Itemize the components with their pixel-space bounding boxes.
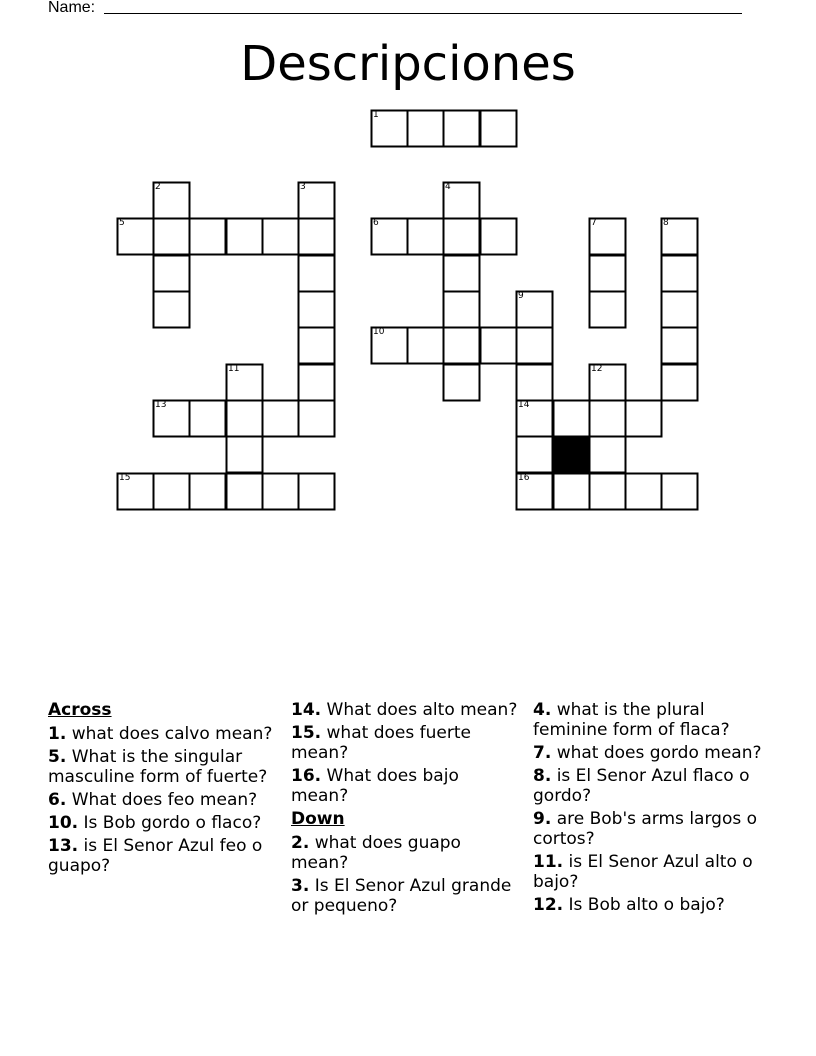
crossword-cell[interactable] — [553, 400, 590, 437]
crossword-cell[interactable] — [153, 291, 190, 328]
crossword-cell[interactable] — [589, 255, 626, 292]
clue-text: What does alto mean? — [326, 700, 518, 720]
clue-text: what does calvo mean? — [71, 724, 273, 744]
clue-number: 1 — [373, 110, 379, 120]
clue-number-label: 4. — [533, 700, 552, 720]
clue-number: 6 — [373, 218, 379, 228]
crossword-cell[interactable] — [625, 400, 662, 437]
clue-number-label: 10. — [48, 813, 79, 833]
clue-number-label: 13. — [48, 836, 79, 856]
crossword-cell[interactable] — [553, 473, 590, 510]
crossword-cell[interactable] — [407, 327, 444, 364]
crossword-cell[interactable] — [298, 327, 335, 364]
page-title: Descripciones — [240, 36, 576, 92]
crossword-cell[interactable] — [153, 400, 190, 437]
crossword-cell[interactable] — [589, 400, 626, 437]
clue-number-label: 5. — [48, 747, 67, 767]
clue-text: what does guapo mean? — [291, 833, 461, 873]
crossword-cell[interactable] — [226, 364, 263, 401]
clue-column-2 — [291, 700, 521, 919]
clue — [48, 724, 278, 744]
crossword-cell[interactable] — [117, 218, 154, 255]
crossword-cell[interactable] — [443, 182, 480, 219]
clue-text: Is El Senor Azul grande or pequeno? — [291, 876, 512, 916]
clue — [48, 790, 278, 810]
clue-text: Is Bob gordo o flaco? — [83, 813, 262, 833]
clue — [533, 766, 763, 806]
clue-number-label: 12. — [533, 895, 564, 915]
crossword-cell[interactable] — [226, 436, 263, 473]
crossword-cell[interactable] — [516, 473, 553, 510]
crossword-cell[interactable] — [589, 436, 626, 473]
crossword-cell[interactable] — [516, 436, 553, 473]
crossword-cell[interactable] — [298, 473, 335, 510]
clue-number: 4 — [445, 182, 451, 192]
name-label: Name: — [48, 0, 96, 16]
clue — [291, 723, 521, 763]
clue-number: 11 — [228, 364, 240, 374]
clue-number-label: 8. — [533, 766, 552, 786]
crossword-cell[interactable] — [226, 400, 263, 437]
clue-number: 16 — [518, 473, 530, 483]
clue-number-label: 14. — [291, 700, 322, 720]
clue-text: are Bob's arms largos o cortos? — [533, 809, 758, 849]
crossword-cell[interactable] — [153, 473, 190, 510]
clue — [533, 895, 763, 915]
crossword-cell[interactable] — [661, 218, 698, 255]
crossword-cell[interactable] — [516, 327, 553, 364]
clue-text: what is the plural feminine form of flaca? — [533, 700, 730, 740]
crossword-cell[interactable] — [189, 400, 226, 437]
crossword-cell[interactable] — [262, 400, 299, 437]
crossword-cell[interactable] — [625, 473, 662, 510]
clue-number-label: 11. — [533, 852, 564, 872]
crossword-cell[interactable] — [661, 473, 698, 510]
clue-number: 3 — [300, 182, 306, 192]
crossword-cell[interactable] — [516, 400, 553, 437]
crossword-cell[interactable] — [443, 110, 480, 147]
crossword-cell[interactable] — [262, 473, 299, 510]
clue — [48, 813, 278, 833]
clue — [533, 700, 763, 740]
clue — [291, 876, 521, 916]
black-square — [553, 436, 590, 473]
crossword-cell[interactable] — [153, 182, 190, 219]
clue-number: 10 — [373, 327, 385, 337]
clue — [48, 747, 278, 787]
clue-number-label: 7. — [533, 743, 552, 763]
clue-number-label: 1. — [48, 724, 67, 744]
crossword-grid — [0, 0, 816, 520]
clue-column-3 — [533, 700, 763, 918]
crossword-cell[interactable] — [480, 110, 517, 147]
crossword-cell[interactable] — [153, 218, 190, 255]
clue-number: 7 — [591, 218, 597, 228]
crossword-cell[interactable] — [589, 218, 626, 255]
clue-number: 9 — [518, 291, 524, 301]
crossword-cell[interactable] — [443, 327, 480, 364]
crossword-cell[interactable] — [661, 327, 698, 364]
crossword-cell[interactable] — [443, 364, 480, 401]
clue-number-label: 9. — [533, 809, 552, 829]
crossword-cell[interactable] — [189, 218, 226, 255]
clue-number-label: 15. — [291, 723, 322, 743]
crossword-cell[interactable] — [407, 110, 444, 147]
crossword-cell[interactable] — [298, 364, 335, 401]
clue-heading-across: Across — [48, 700, 112, 720]
clue-text: what does gordo mean? — [556, 743, 762, 763]
crossword-cell[interactable] — [407, 218, 444, 255]
clue — [533, 809, 763, 849]
clue — [291, 766, 521, 806]
crossword-cell[interactable] — [117, 473, 154, 510]
crossword-cell[interactable] — [298, 400, 335, 437]
clue-number-label: 3. — [291, 876, 310, 896]
crossword-cell[interactable] — [661, 255, 698, 292]
crossword-cell[interactable] — [371, 110, 408, 147]
crossword-cell[interactable] — [589, 291, 626, 328]
clue — [533, 852, 763, 892]
crossword-cell[interactable] — [371, 218, 408, 255]
clue-number: 15 — [119, 473, 131, 483]
crossword-cell[interactable] — [589, 473, 626, 510]
crossword-cell[interactable] — [298, 218, 335, 255]
clue-number: 2 — [155, 182, 161, 192]
clue-heading-down: Down — [291, 809, 345, 829]
clue-text: what does fuerte mean? — [291, 723, 471, 763]
clue-text: What is the singular masculine form of fuerte? — [48, 747, 268, 787]
clue-text: is El Senor Azul flaco o gordo? — [533, 766, 750, 806]
clue — [533, 743, 763, 763]
crossword-cell[interactable] — [298, 182, 335, 219]
crossword-cell[interactable] — [443, 218, 480, 255]
clue — [291, 700, 521, 720]
clue-number: 5 — [119, 218, 125, 228]
clue-number-label: 2. — [291, 833, 310, 853]
clue-text: is El Senor Azul alto o bajo? — [533, 852, 753, 892]
clue — [48, 836, 278, 876]
clue-number: 12 — [591, 364, 603, 374]
crossword-cell[interactable] — [226, 473, 263, 510]
clue-text: What does bajo mean? — [291, 766, 459, 806]
clue-column-1 — [48, 700, 278, 879]
crossword-cell[interactable] — [226, 218, 263, 255]
crossword-cell[interactable] — [443, 291, 480, 328]
crossword-cell[interactable] — [480, 327, 517, 364]
clue-text: Is Bob alto o bajo? — [568, 895, 725, 915]
crossword-cell[interactable] — [480, 218, 517, 255]
clue-number-label: 16. — [291, 766, 322, 786]
clue-text: is El Senor Azul feo o guapo? — [48, 836, 263, 876]
crossword-cell[interactable] — [371, 327, 408, 364]
clue — [291, 833, 521, 873]
crossword-cell[interactable] — [298, 291, 335, 328]
crossword-cell[interactable] — [516, 291, 553, 328]
crossword-cell[interactable] — [189, 473, 226, 510]
crossword-cell[interactable] — [589, 364, 626, 401]
clue-number: 13 — [155, 400, 167, 410]
clue-number-label: 6. — [48, 790, 67, 810]
clue-number: 8 — [663, 218, 669, 228]
crossword-cell[interactable] — [153, 255, 190, 292]
crossword-cell[interactable] — [516, 364, 553, 401]
crossword-cell[interactable] — [661, 364, 698, 401]
crossword-cell[interactable] — [443, 255, 480, 292]
clue-text: What does feo mean? — [71, 790, 258, 810]
crossword-cell[interactable] — [262, 218, 299, 255]
crossword-cell[interactable] — [661, 291, 698, 328]
crossword-cell[interactable] — [298, 255, 335, 292]
clue-number: 14 — [518, 400, 530, 410]
